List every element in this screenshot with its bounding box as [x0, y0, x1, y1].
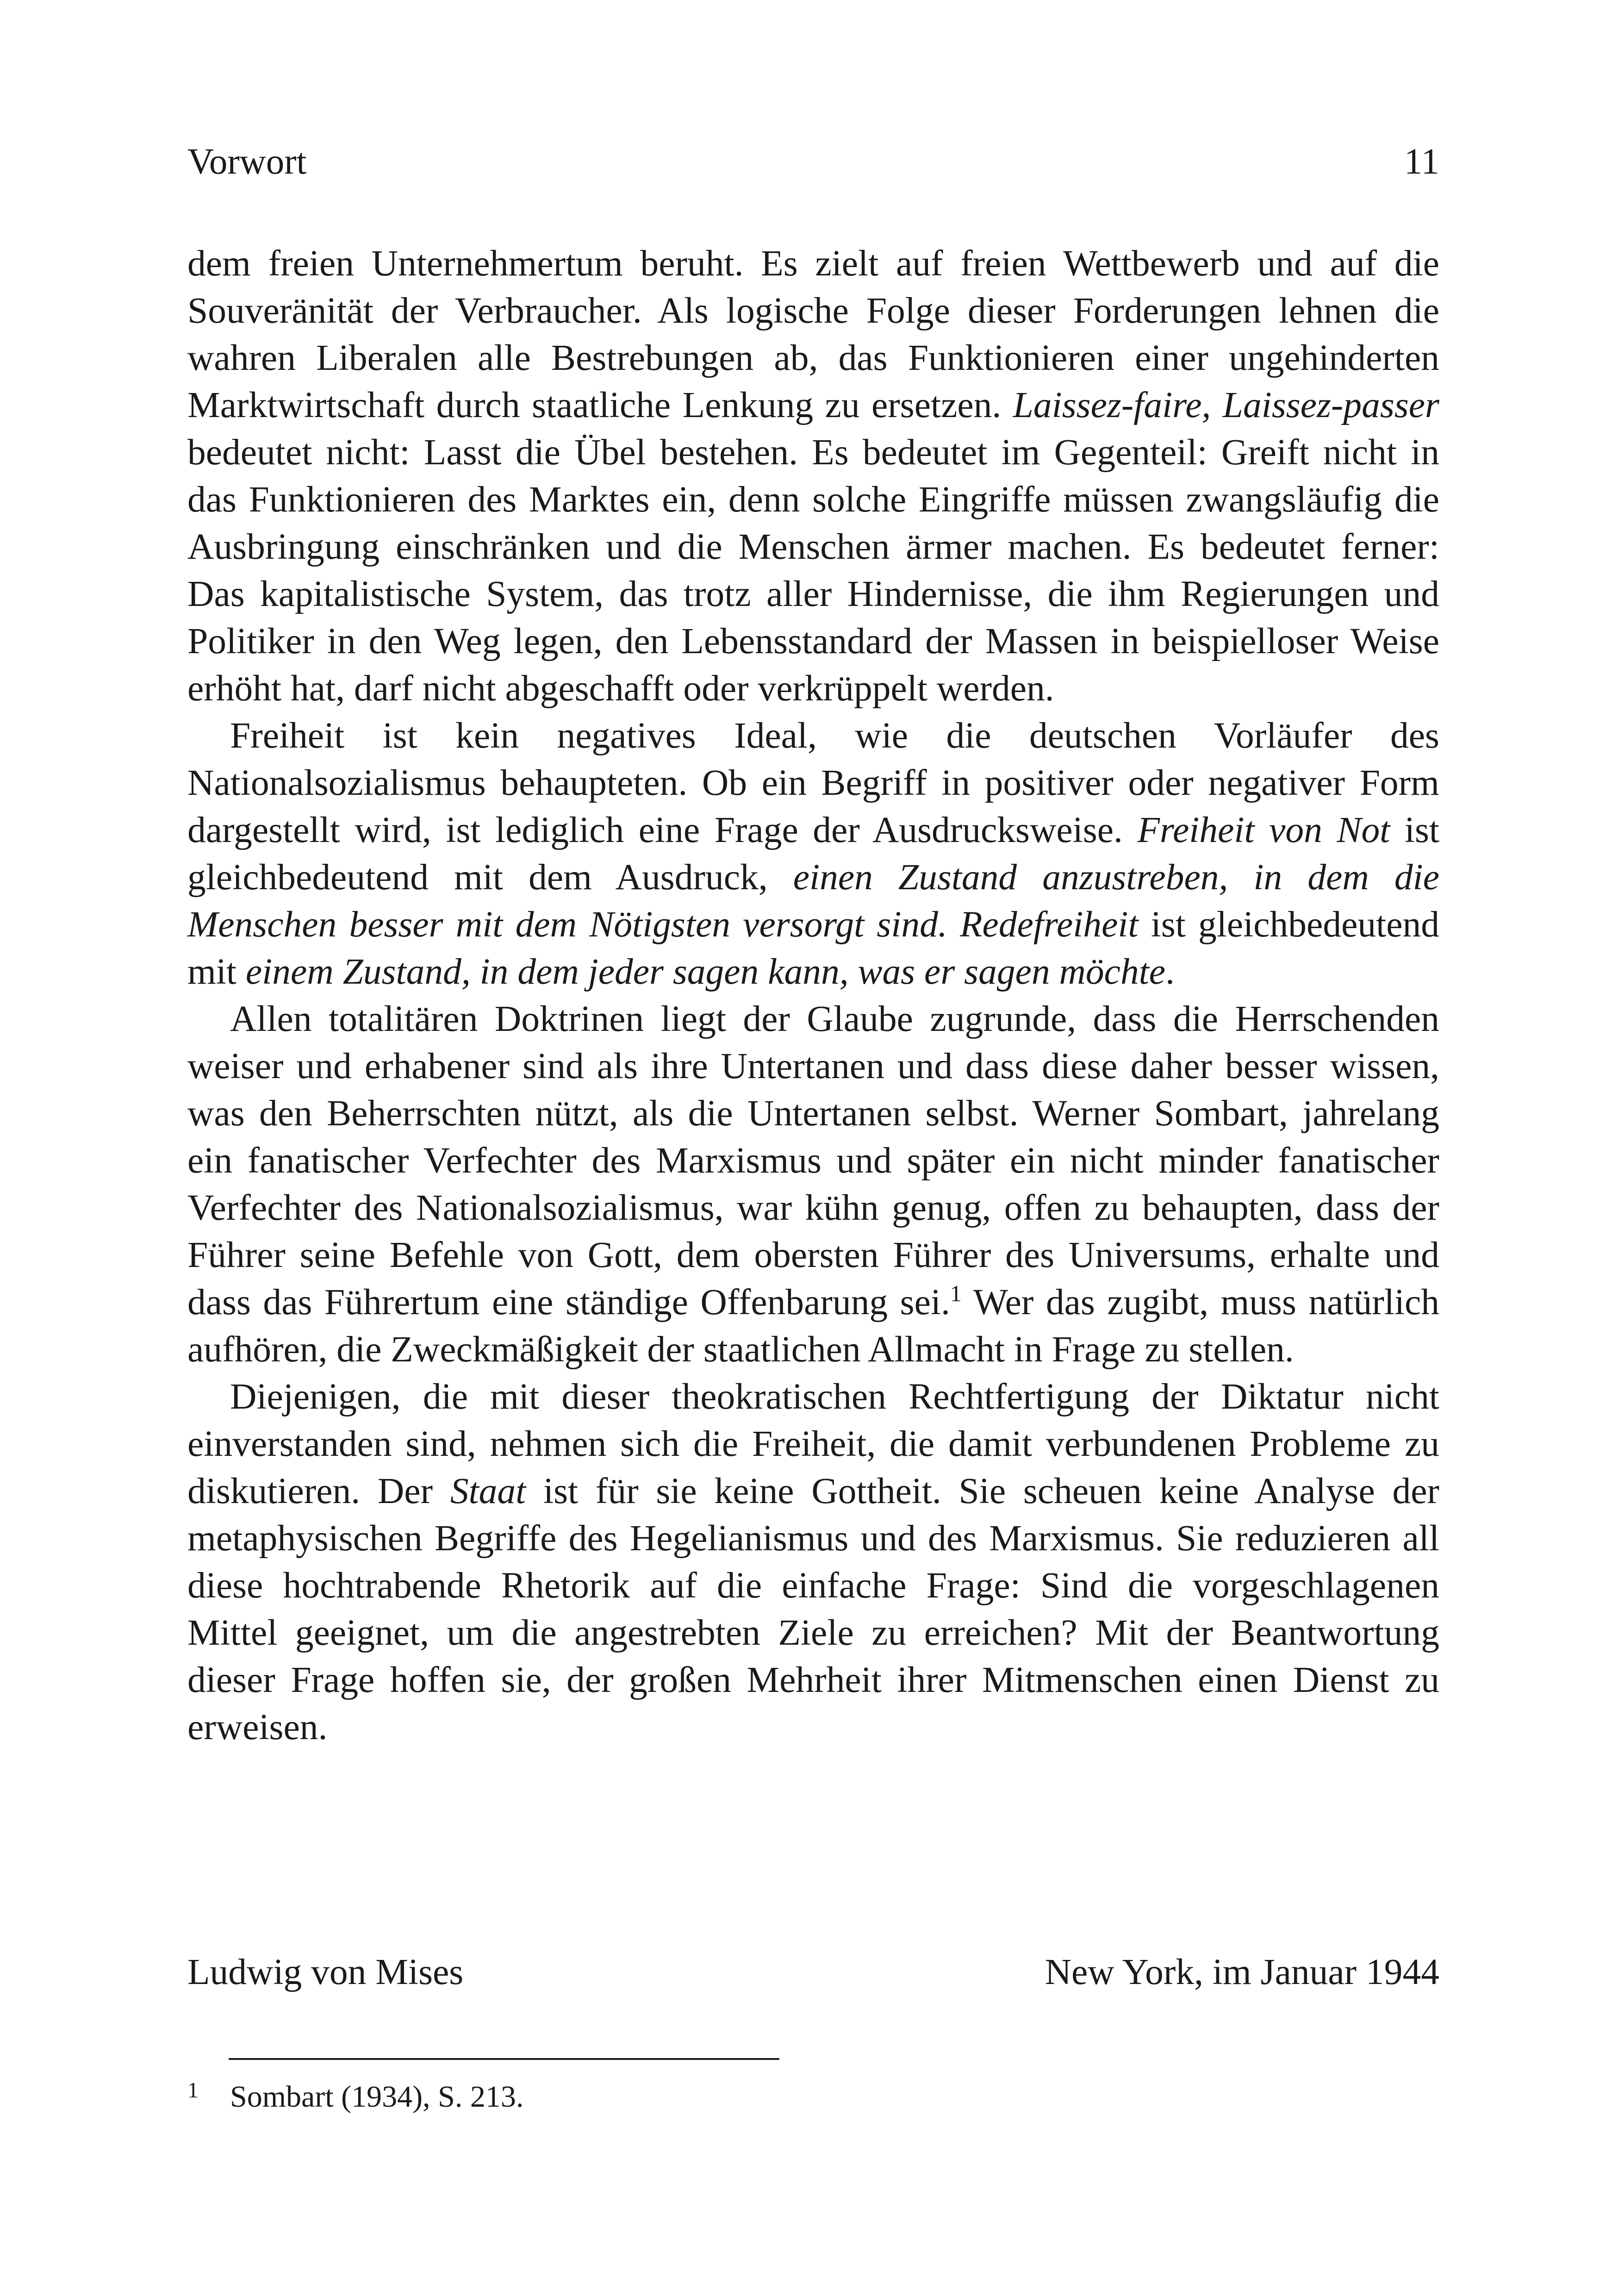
- footnote-divider: [229, 2058, 779, 2060]
- text-run: .: [1165, 951, 1175, 992]
- text-run: Diejenigen, die mit dieser theokratischen Rechtfertigung der Diktatur nicht einverstanden sind, nehmen sich die Freiheit, die damit verbundenen Probleme zu diskutieren. Der: [187, 1376, 1439, 1511]
- running-header: [187, 139, 1439, 185]
- text-run: ist gleichbedeutend mit: [187, 904, 1439, 992]
- chapter-title: Vorwort: [187, 142, 307, 182]
- text-run: dem freien Unternehmertum beruht. Es zielt auf freien Wettbewerb und auf die Souveränität der Verbraucher. Als logische Folge dieser Forderungen lehnen die wahren Liberalen alle Bestrebungen ab, das Funktionieren einer ungehinderten Marktwirtschaft durch staatliche Lenkung zu ersetzen.: [187, 243, 1439, 425]
- place-date: New York, im Januar 1944: [1045, 1952, 1439, 1992]
- text-run: [947, 904, 960, 945]
- italic-phrase: Freiheit von Not: [1137, 810, 1390, 850]
- text-run: ist gleichbedeutend mit dem Ausdruck,: [187, 810, 1439, 898]
- author-signature: Ludwig von Mises: [187, 1952, 464, 1992]
- italic-phrase: einem Zustand, in dem jeder sagen kann, was er sagen möchte: [245, 951, 1166, 992]
- italic-phrase: Laissez-faire, Laissez-passer: [1013, 385, 1439, 425]
- text-run: ist für sie keine Gottheit. Sie scheuen keine Analyse der metaphysischen Begriffe des Hegelianismus und des Marxismus. Sie reduzieren all diese hochtrabende Rhetorik auf die einfache Frage: Sind die vorgeschlagenen Mittel geeignet, um die angestrebten Ziele zu erreichen? Mit der Beantwortung dieser Frage hoffen sie, der großen Mehrheit ihrer Mitmenschen einen Dienst zu erweisen.: [187, 1471, 1440, 1747]
- footnote-reference: 1: [950, 1280, 962, 1306]
- italic-phrase: einen Zustand anzustreben, in dem die Menschen besser mit dem Nötigsten versorgt sind.: [187, 857, 1439, 945]
- page-number: 11: [1404, 142, 1439, 182]
- paragraph-3: [187, 995, 1439, 1373]
- text-run: Freiheit ist kein negatives Ideal, wie die deutschen Vorläufer des Nationalsozialismus behaupteten. Ob ein Begriff in positiver oder negativer Form dargestellt wird, ist lediglich eine Frage der Ausdrucksweise.: [187, 715, 1439, 850]
- italic-phrase: Staat: [450, 1471, 526, 1511]
- text-run: Wer das zugibt, muss natürlich aufhören, die Zweckmäßigkeit der staatlichen Allmacht in Frage zu stellen.: [187, 1282, 1440, 1370]
- paragraph-4: [187, 1373, 1439, 1751]
- signature-row: [187, 1949, 1439, 1995]
- body-text: [187, 240, 1439, 1751]
- paragraph-1: [187, 240, 1439, 712]
- footnote-text: Sombart (1934), S. 213.: [230, 2080, 524, 2114]
- footnote-mark: 1: [187, 2078, 199, 2103]
- italic-phrase: Redefreiheit: [960, 904, 1139, 945]
- paragraph-2: [187, 712, 1439, 995]
- text-run: Allen totalitären Doktrinen liegt der Glaube zugrunde, dass die Herrschenden weiser und erhabener sind als ihre Untertanen und dass diese daher besser wissen, was den Beherrschten nützt, als die Untertanen selbst. Werner Sombart, jahrelang ein fanatischer Verfechter des Marxismus und später ein nicht minder fanatischer Verfechter des Nationalsozialismus, war kühn genug, offen zu behaupten, dass der Führer seine Befehle von Gott, dem obersten Führer des Universums, erhalte und dass das Führertum eine ständige Offenbarung sei.: [187, 998, 1439, 1323]
- text-run: bedeutet nicht: Lasst die Übel bestehen. Es bedeutet im Gegenteil: Greift nicht in das Funktionieren des Marktes ein, denn solche Eingriffe müssen zwangsläufig die Ausbringung einschränken und die Menschen ärmer machen. Es bedeutet ferner: Das kapitalistische System, das trotz aller Hindernisse, die ihm Regierungen und Politiker in den Weg legen, den Lebensstandard der Massen in beispielloser Weise erhöht hat, darf nicht abgeschafft oder verkrüppelt werden.: [187, 432, 1439, 709]
